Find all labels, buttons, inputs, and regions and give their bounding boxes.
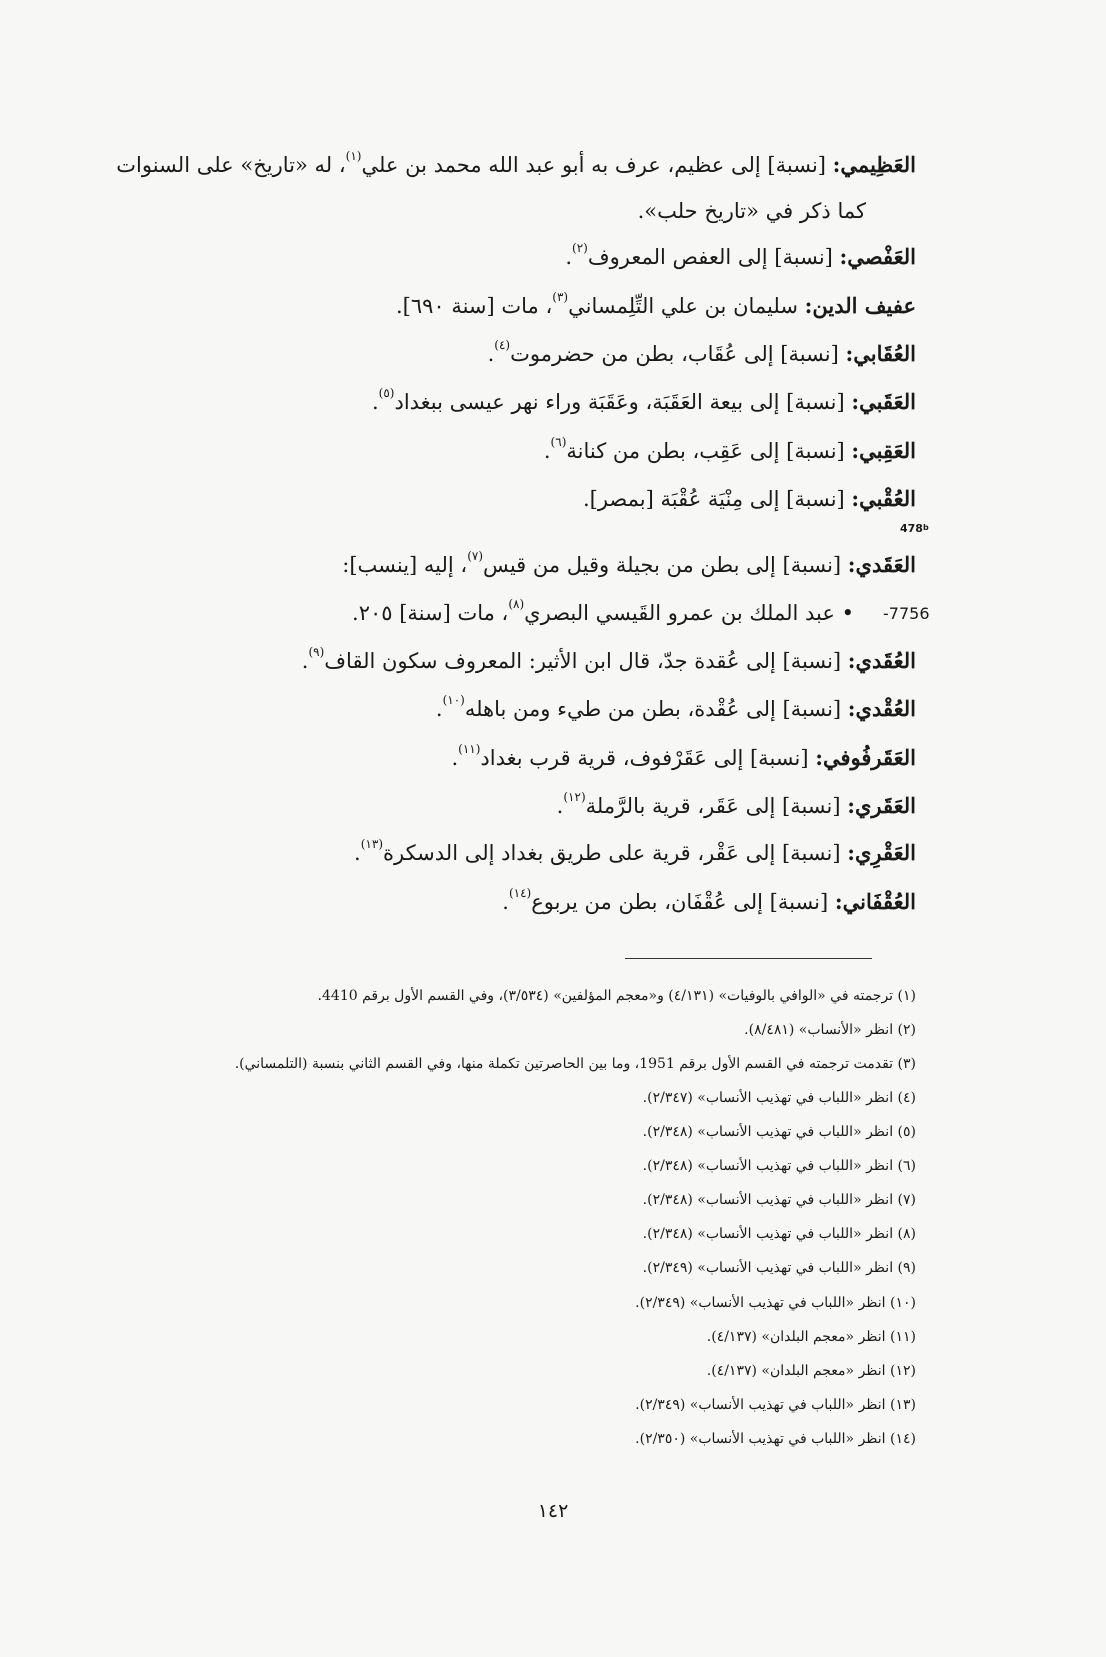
footnote-ref[interactable]: (٢) [572, 241, 588, 255]
entry-line [96, 694, 916, 724]
entry-body: [نسبة] إلى عَقَرْفوف، قرية قرب بغداد [480, 746, 816, 770]
entry-line [96, 646, 916, 676]
entry-head: العَقَدي: [847, 552, 916, 577]
entry-tail: . [556, 794, 564, 818]
footnote: (٤) انظر «اللباب في تهذيب الأنساب» (٢/٣٤٧). [642, 1090, 916, 1106]
entry-line [96, 291, 916, 321]
footnote-ref[interactable]: (١٤) [508, 886, 532, 900]
entry-body: [نسبة] إلى مِنْيَة عُقْبَة [بمصر]. [582, 487, 852, 511]
footnote: (١٤) انظر «اللباب في تهذيب الأنساب» (٢/٣٥٠). [635, 1431, 916, 1447]
footnote-ref[interactable]: (١٢) [563, 790, 586, 804]
footnote-ref[interactable]: (١) [345, 149, 362, 163]
entry-line [96, 339, 916, 369]
entry-head: العَظِيمي: [832, 152, 916, 177]
entry-body: [نسبة] إلى بيعة العَقَبَة، وعَقَبَة وراء نهر عيسى ببغداد [394, 390, 852, 414]
entry-head: العُقْدي: [847, 696, 916, 721]
entry-line [96, 743, 916, 773]
entry-head: العَقَبي: [851, 389, 916, 414]
footnote-ref[interactable]: (٨) [508, 597, 525, 611]
footnote: (١٢) انظر «معجم البلدان» (٤/١٣٧). [706, 1363, 916, 1379]
margin-record-number: -7756 [883, 604, 930, 623]
person-entry [94, 598, 854, 628]
entry-body: [نسبة] إلى عَقِب، بطن من كنانة [566, 439, 852, 463]
footnote-ref[interactable]: (٣) [552, 290, 569, 304]
entry-head: العَقَري: [847, 793, 916, 818]
entry-continuation [46, 196, 866, 226]
entry-tail: . [543, 439, 551, 463]
footnote-ref[interactable]: (٧) [467, 549, 484, 563]
entry-body: [نسبة] إلى عظيم، عرف به أبو عبد الله محمد بن علي [361, 153, 833, 177]
entry-body: [نسبة] إلى عُقْدة، بطن من طيء ومن باهله [464, 697, 848, 721]
footnote: (٩) انظر «اللباب في تهذيب الأنساب» (٢/٣٤٩). [642, 1260, 916, 1276]
continuation-text: كما ذكر في «تاريخ حلب». [637, 199, 866, 223]
entry-tail: ، مات [سنة ٦٩٠]. [395, 294, 553, 318]
footnote: (١٠) انظر «اللباب في تهذيب الأنساب» (٢/٣٤٩). [635, 1295, 916, 1311]
entry-body: [نسبة] إلى عُقْفَان، بطن من يربوع [531, 890, 835, 914]
entry-line [96, 436, 916, 466]
footnote: (١٣) انظر «اللباب في تهذيب الأنساب» (٢/٣٤٩). [635, 1397, 916, 1413]
entry-body: [نسبة] إلى بطن من بجيلة وقيل من قيس [483, 553, 848, 577]
entry-head: العَقِبي: [851, 438, 916, 463]
entry-body: [نسبة] إلى عَقْر، قرية على طريق بغداد إلى الدسكرة [383, 841, 848, 865]
entry-body: [نسبة] إلى العفص المعروف [587, 245, 840, 269]
entry-head: العُقَابي: [845, 341, 916, 366]
entry-tail: . [354, 841, 361, 865]
entry-line [96, 887, 916, 917]
entry-tail: ، مات [سنة] ٢٠٥. [352, 601, 509, 625]
page-number: ١٤٢ [537, 1500, 569, 1522]
entry-line [96, 791, 916, 821]
entry-body: [نسبة] إلى عَقَر، قرية بالرَّملة [585, 794, 848, 818]
footnote-ref[interactable]: (٦) [550, 435, 567, 449]
entry-head: العُقْبي: [851, 486, 916, 511]
footnote-ref[interactable]: (٥) [378, 386, 395, 400]
footnote: (٧) انظر «اللباب في تهذيب الأنساب» (٢/٣٤٨). [642, 1192, 916, 1208]
footnote: (٨) انظر «اللباب في تهذيب الأنساب» (٢/٣٤٨). [642, 1226, 916, 1242]
footnote: (٦) انظر «اللباب في تهذيب الأنساب» (٢/٣٤٨). [642, 1158, 916, 1174]
footnote: (١) ترجمته في «الوافي بالوفيات» (٤/١٣١) و«معجم المؤلفين» (٣/٥٣٤)، وفي القسم الأول برقم 4410. [317, 988, 916, 1004]
footnote-ref[interactable]: (٤) [494, 338, 511, 352]
footnote-ref[interactable]: (١٣) [360, 837, 383, 851]
entry-tail: . [502, 890, 509, 914]
entry-body: [نسبة] إلى عُقدة جدّ، قال ابن الأثير: المعروف سكون القاف [324, 649, 848, 673]
entry-line [96, 838, 916, 868]
entry-tail: . [451, 746, 459, 770]
entry-body: سليمان بن علي التِّلِمساني [568, 294, 805, 318]
entry-head: العُقَدي: [847, 648, 916, 673]
footnote: (٢) انظر «الأنساب» (٨/٤٨١). [744, 1022, 916, 1038]
entry-line [96, 484, 916, 514]
footnote-separator [625, 958, 872, 959]
entry-head: العَقَرفُوفي: [815, 745, 916, 770]
entry-body: [نسبة] إلى عُقَاب، بطن من حضرموت [510, 342, 846, 366]
entry-tail: . [565, 245, 572, 269]
entry-line [96, 150, 916, 180]
entry-line [96, 550, 916, 580]
entry-tail: ، إليه [ينسب]: [342, 553, 468, 577]
entry-head: العَقْرِي: [847, 840, 916, 865]
entry-tail: . [301, 649, 309, 673]
footnote-ref[interactable]: (٩) [308, 645, 325, 659]
entry-line [96, 242, 916, 272]
entry-line [96, 387, 916, 417]
entry-tail: . [371, 390, 379, 414]
entry-tail: . [487, 342, 495, 366]
footnote: (٣) تقدمت ترجمته في القسم الأول برقم 1951، وما بين الحاصرتين تكملة منها، وفي القسم الثاني بنسبة (التلمساني). [234, 1056, 916, 1072]
footnote-ref[interactable]: (١٠) [442, 693, 465, 707]
entry-head: العَفْصي: [839, 244, 916, 269]
folio-number: 478 [900, 522, 923, 535]
folio-side: b [922, 523, 929, 532]
entry-head: العُقْفَاني: [834, 889, 916, 914]
entry-body: • عبد الملك بن عمرو القَيسي البصري [524, 601, 854, 625]
folio-marker [900, 522, 929, 535]
entry-tail: ، له «تاريخ» على السنوات [116, 153, 346, 177]
entry-head: عفيف الدين: [804, 293, 916, 318]
entry-tail: . [435, 697, 443, 721]
footnote-ref[interactable]: (١١) [458, 742, 481, 756]
footnote: (١١) انظر «معجم البلدان» (٤/١٣٧). [706, 1329, 916, 1345]
footnote: (٥) انظر «اللباب في تهذيب الأنساب» (٢/٣٤٨). [642, 1124, 916, 1140]
